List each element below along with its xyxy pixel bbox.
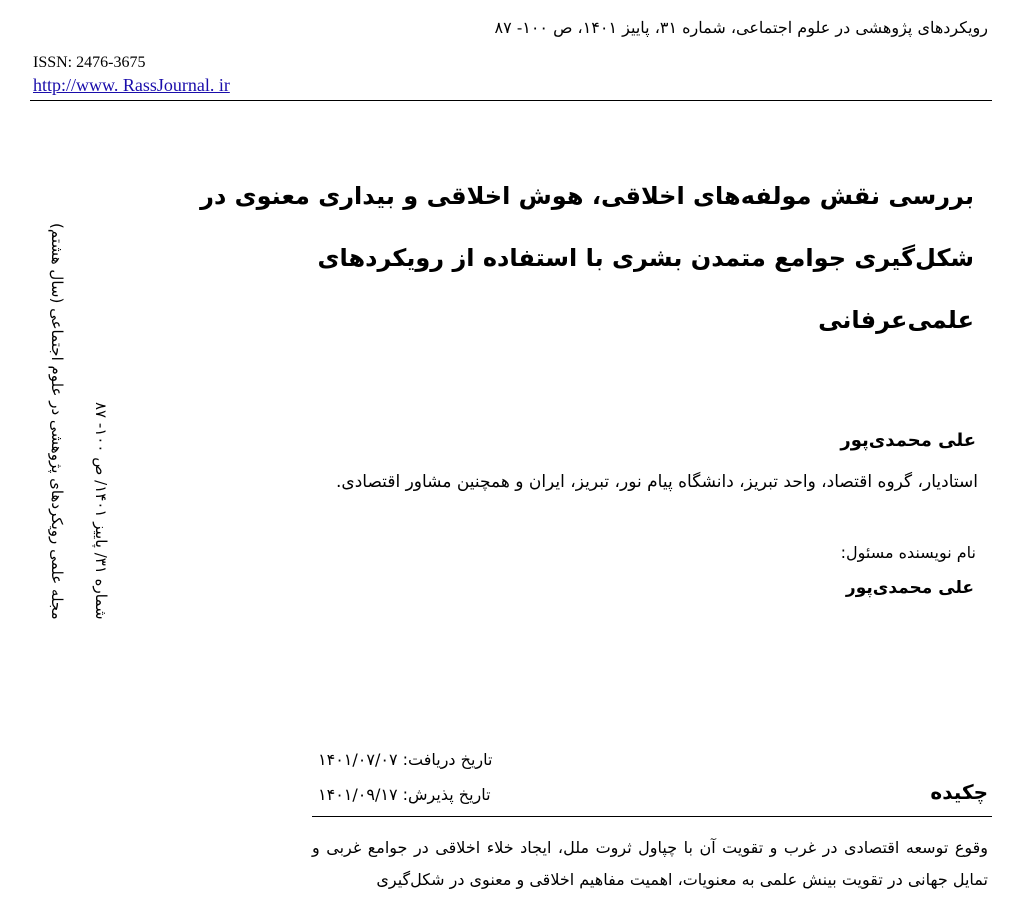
corresponding-author-name: علی محمدی‌پور: [845, 578, 974, 598]
article-title-line-1: بررسی نقش مولفه‌های اخلاقی، هوش اخلاقی و بیداری معنوی در: [200, 182, 974, 210]
article-title: [184, 165, 974, 351]
issn-number: ISSN: 2476-3675: [33, 54, 146, 71]
abstract-text: وقوع توسعه اقتصادی در غرب و تقویت آن با چپاول ثروت ملل، ایجاد خلاء اخلاقی در جوامع غربی و تمایل جهانی در تقویت بینش علمی به معنویات، اهمیت مفاهیم اخلاقی و معنوی در شکل‌گیری: [312, 838, 988, 889]
author-affiliation: استادیار، گروه اقتصاد، واحد تبریز، دانشگاه پیام نور، تبریز، ایران و همچنین مشاور اقتصادی.: [335, 472, 978, 492]
running-header: رویکردهای پژوهشی در علوم اجتماعی، شماره ۳۱، پاییز ۱۴۰۱، ص ۱۰۰- ۸۷: [494, 18, 988, 37]
abstract-divider: [312, 816, 992, 817]
author-name: علی محمدی‌پور: [840, 430, 976, 451]
date-accepted: تاریخ پذیرش: ۱۴۰۱/۰۹/۱۷: [318, 785, 491, 804]
header-divider: [30, 100, 992, 101]
vertical-journal-info: [48, 150, 138, 620]
abstract-heading: چکیده: [930, 780, 988, 804]
corresponding-author-label: نام نویسنده مسئول:: [840, 543, 976, 562]
vertical-issue-info: شماره ۳۱/ پاییز ۱۴۰۱/ ص ۱۰۰- ۸۷: [92, 402, 110, 620]
vertical-journal-title: مجله علمی رویکردهای پژوهشی در علوم اجتماعی (سال هشتم): [48, 223, 66, 620]
journal-website-link[interactable]: http://www. RassJournal. ir: [33, 75, 230, 95]
date-received: تاریخ دریافت: ۱۴۰۱/۰۷/۰۷: [318, 750, 493, 769]
article-title-line-2: شکل‌گیری جوامع متمدن بشری با استفاده از رویکردهای علمی‌عرفانی: [317, 244, 974, 334]
